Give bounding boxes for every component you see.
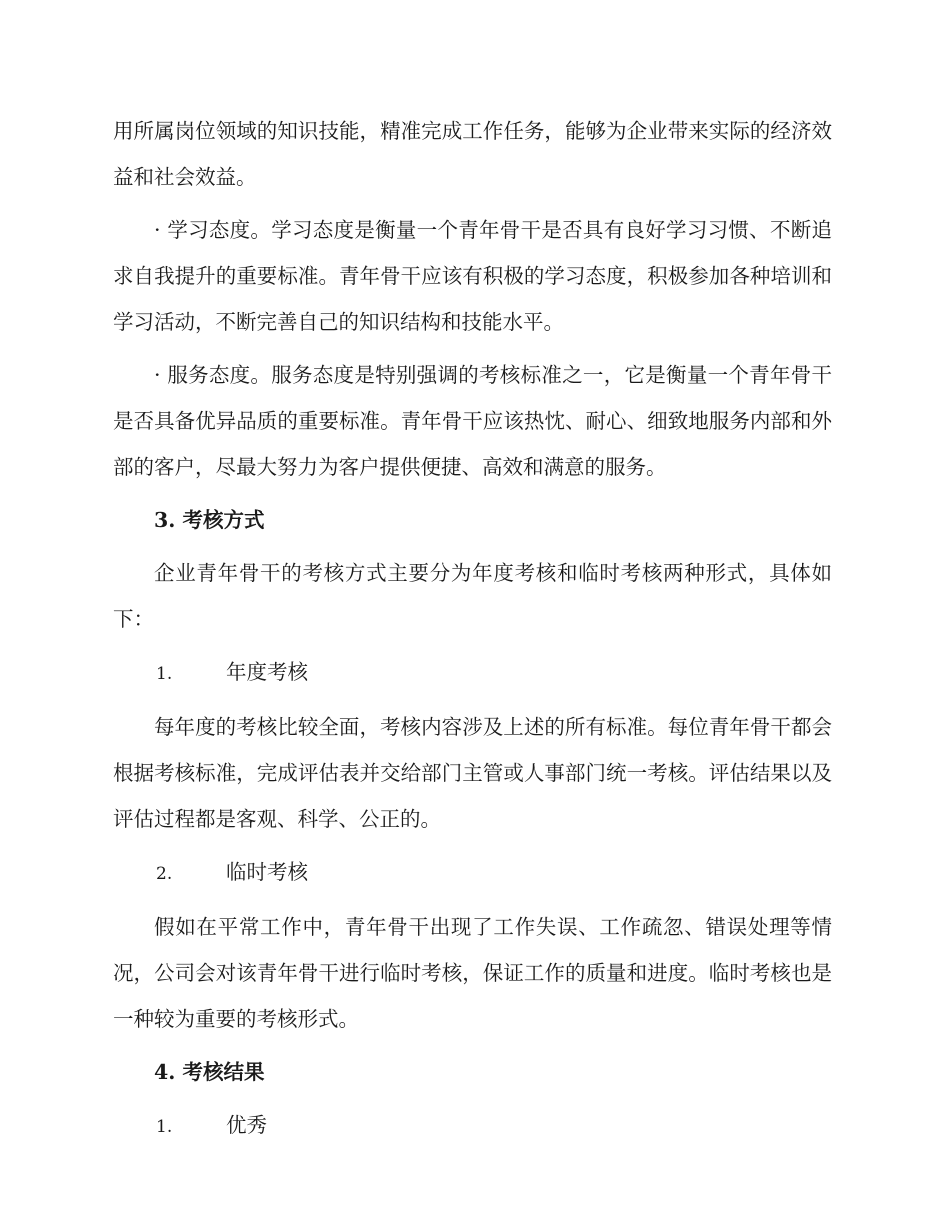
item-number: 2.	[156, 864, 173, 884]
paragraph-temporary-assessment: 假如在平常工作中，青年骨干出现了工作失误、工作疏忽、错误处理等情况，公司会对该青年骨干进行临时考核，保证工作的质量和进度。临时考核也是一种较为重要的考核形式。	[113, 915, 832, 1031]
section-heading-assessment-method: 3. 考核方式	[154, 508, 265, 532]
paragraph-method-intro: 企业青年骨干的考核方式主要分为年度考核和临时考核两种形式，具体如下：	[113, 561, 832, 631]
paragraph-study-attitude: · 学习态度。学习态度是衡量一个青年骨干是否具有良好学习习惯、不断追求自我提升的重要标准。青年骨干应该有积极的学习态度，积极参加各种培训和学习活动，不断完善自己的知识结构和技能水平。	[113, 218, 832, 334]
section-heading-assessment-result: 4. 考核结果	[154, 1060, 265, 1084]
item-label: 优秀	[226, 1113, 267, 1137]
paragraph-continuation: 用所属岗位领域的知识技能，精准完成工作任务，能够为企业带来实际的经济效益和社会效益。	[113, 119, 832, 189]
paragraph-service-attitude: · 服务态度。服务态度是特别强调的考核标准之一，它是衡量一个青年骨干是否具备优异品质的重要标准。青年骨干应该热忱、耐心、细致地服务内部和外部的客户，尽最大努力为客户提供便捷、高效和满意的服务。	[113, 363, 832, 479]
item-number: 1.	[156, 664, 173, 684]
paragraph-annual-assessment: 每年度的考核比较全面，考核内容涉及上述的所有标准。每位青年骨干都会根据考核标准，完成评估表并交给部门主管或人事部门统一考核。评估结果以及评估过程都是客观、科学、公正的。	[113, 715, 832, 831]
item-label: 年度考核	[226, 660, 308, 684]
item-number: 1.	[156, 1117, 173, 1137]
numbered-item-annual	[113, 649, 832, 697]
numbered-item-excellent	[113, 1102, 832, 1150]
numbered-item-temporary	[113, 849, 832, 897]
item-label: 临时考核	[226, 860, 308, 884]
